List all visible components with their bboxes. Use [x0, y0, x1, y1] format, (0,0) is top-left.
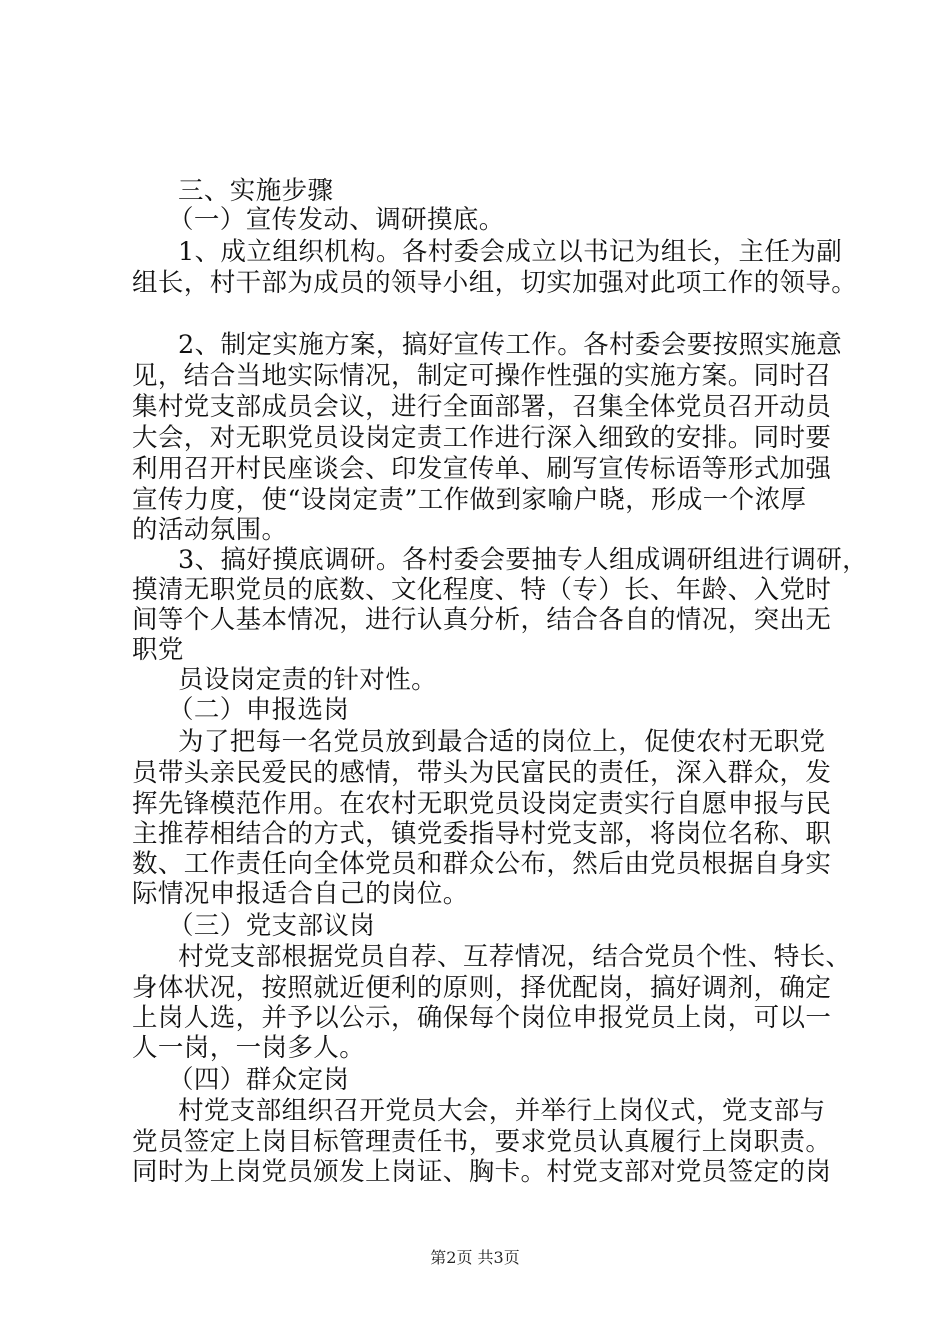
paragraph-line: 见，结合当地实际情况，制定可操作性强的实施方案。同时召	[132, 361, 832, 391]
paragraph-line: 的活动氛围。	[132, 515, 288, 545]
section-heading: 三、实施步骤	[178, 176, 334, 206]
paragraph-line: 员设岗定责的针对性。	[178, 665, 438, 695]
subsection-heading: （三）党支部议岗	[168, 911, 376, 941]
paragraph-line: 利用召开村民座谈会、印发宣传单、刷写宣传标语等形式加强	[132, 454, 832, 484]
paragraph-line: 宣传力度，使“设岗定责”工作做到家喻户晓，形成一个浓厚	[132, 485, 807, 515]
paragraph-line: 人一岗，一岗多人。	[132, 1033, 366, 1063]
paragraph-line: 上岗人选，并予以公示，确保每个岗位申报党员上岗，可以一	[132, 1003, 832, 1033]
paragraph-line: 员带头亲民爱民的感情，带头为民富民的责任，深入群众，发	[132, 758, 832, 788]
paragraph-line: 间等个人基本情况，进行认真分析，结合各自的情况，突出无	[132, 605, 832, 635]
paragraph-line: 党员签定上岗目标管理责任书，要求党员认真履行上岗职责。	[132, 1127, 832, 1157]
paragraph-line: 2、制定实施方案，搞好宣传工作。各村委会要按照实施意	[178, 330, 843, 360]
paragraph-line: 职党	[132, 635, 184, 665]
paragraph-line: 村党支部根据党员自荐、互荐情况，结合党员个性、特长、	[178, 942, 852, 972]
subsection-heading: （一）宣传发动、调研摸底。	[168, 205, 505, 235]
paragraph-line: 主推荐相结合的方式，镇党委指导村党支部，将岗位名称、职	[132, 819, 832, 849]
paragraph-line: 大会，对无职党员设岗定责工作进行深入细致的安排。同时要	[132, 423, 832, 453]
paragraph-line: 挥先锋模范作用。在农村无职党员设岗定责实行自愿申报与民	[132, 789, 832, 819]
paragraph-line: 同时为上岗党员颁发上岗证、胸卡。村党支部对党员签定的岗	[132, 1157, 832, 1187]
paragraph-line: 为了把每一名党员放到最合适的岗位上，促使农村无职党	[178, 727, 826, 757]
paragraph-line: 集村党支部成员会议，进行全面部署，召集全体党员召开动员	[132, 392, 832, 422]
paragraph-line: 际情况申报适合自己的岗位。	[132, 879, 469, 909]
paragraph-line: 身体状况，按照就近便利的原则，择优配岗，搞好调剂，确定	[132, 973, 832, 1003]
paragraph-line: 摸清无职党员的底数、文化程度、特（专）长、年龄、入党时	[132, 575, 832, 605]
subsection-heading: （二）申报选岗	[168, 695, 350, 725]
paragraph-line: 村党支部组织召开党员大会，并举行上岗仪式，党支部与	[178, 1096, 826, 1126]
paragraph-line: 1、成立组织机构。各村委会成立以书记为组长，主任为副	[178, 237, 843, 267]
subsection-heading: （四）群众定岗	[168, 1065, 350, 1095]
paragraph-line: 3、搞好摸底调研。各村委会要抽专人组成调研组进行调研，	[178, 545, 869, 575]
paragraph-line: 数、工作责任向全体党员和群众公布，然后由党员根据自身实	[132, 849, 832, 879]
paragraph-line: 组长，村干部为成员的领导小组，切实加强对此项工作的领导。	[132, 268, 858, 298]
page-number-footer: 第2页 共3页	[430, 1248, 520, 1267]
